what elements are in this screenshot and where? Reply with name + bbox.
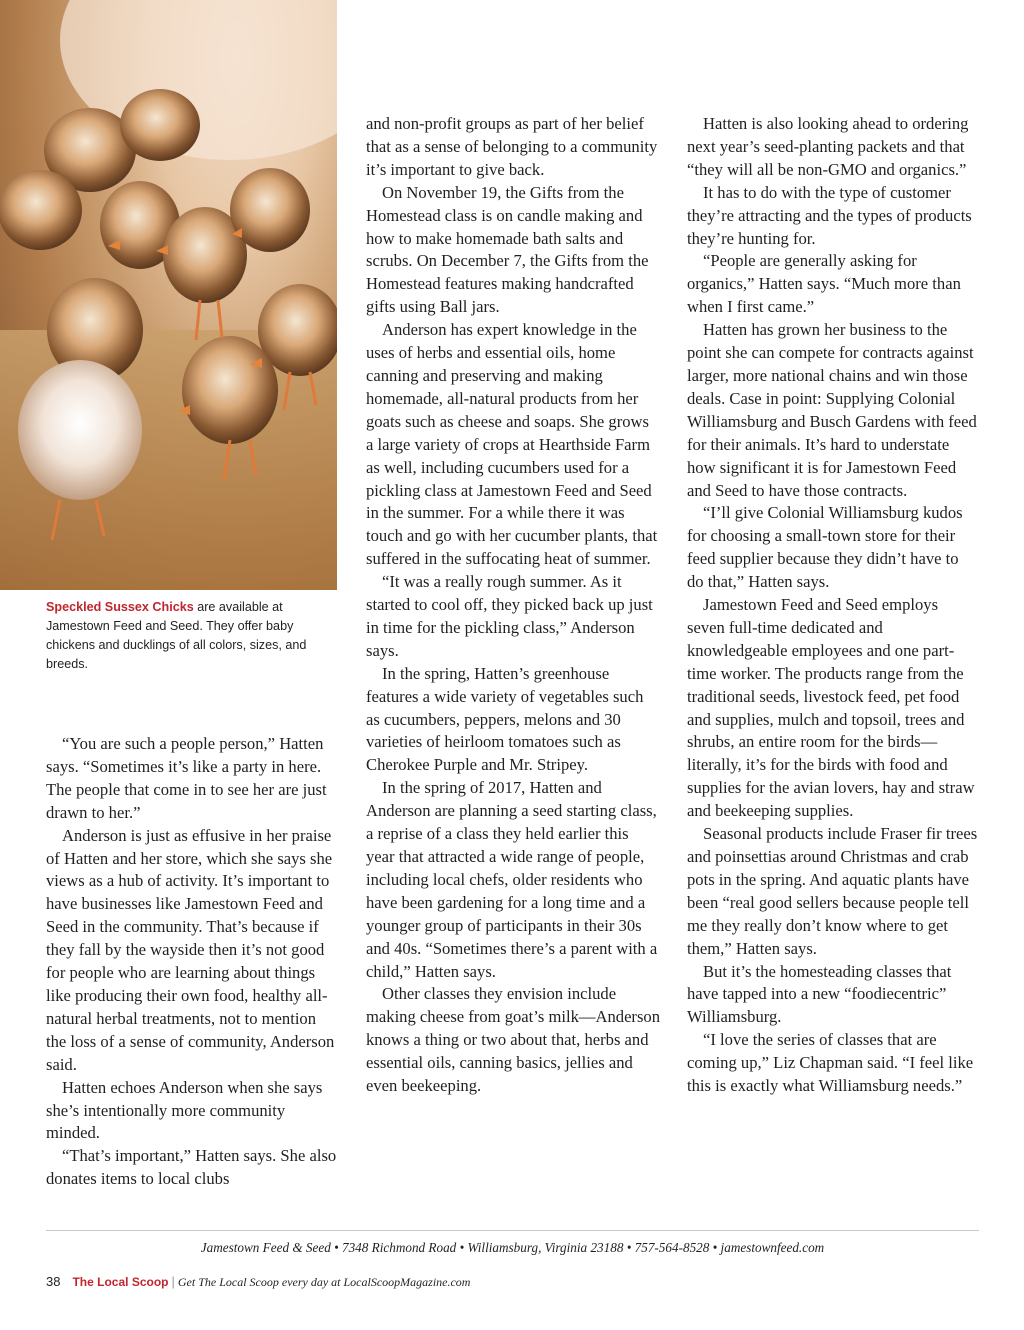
caption-lead: Speckled Sussex Chicks — [46, 600, 194, 614]
magazine-name: The Local Scoop — [72, 1275, 169, 1289]
paragraph: “I love the series of classes that are coming up,” Liz Chapman said. “I feel like this is exactly what Williamsburg needs.” — [687, 1030, 974, 1096]
paragraph: In the spring of 2017, Hatten and Anderson are planning a seed starting class, a reprise of a class they held earlier this year that attracted a wide range of people, including local chefs, older residents who have been gardening for a long time and a younger group of participants in their 30s and 40s. “Sometimes there’s a parent with a child,” Hatten says. — [366, 778, 658, 981]
business-contact-line: Jamestown Feed & Seed • 7348 Richmond Road • Williamsburg, Virginia 23188 • 757-564-8528 • jamestownfeed.com — [200, 1240, 825, 1255]
paragraph: On November 19, the Gifts from the Homestead class is on candle making and how to make homemade bath salts and scrubs. On December 7, the Gifts from the Homestead features making handcrafted gifts using Ball jars. — [366, 182, 649, 317]
article-column-1 — [46, 733, 338, 1191]
paragraph: Hatten has grown her business to the point she can compete for contracts against larger, more national chains and win those deals. Case in point: Supplying Colonial Williamsburg and Busch Gardens with feed for their animals. It’s hard to understate how significant it is for Jamestown Feed and Seed to have those contracts. — [687, 320, 977, 500]
paragraph: It has to do with the type of customer they’re attracting and the types of products they’re hunting for. — [687, 182, 972, 248]
paragraph: “That’s important,” Hatten says. She also donates items to local clubs — [46, 1146, 337, 1189]
paragraph: Hatten echoes Anderson when she says she’s intentionally more community minded. — [46, 1077, 323, 1143]
photo-caption — [46, 598, 326, 674]
folio-separator: | — [171, 1274, 175, 1289]
paragraph: Seasonal products include Fraser fir trees and poinsettias around Christmas and crab pots in the spring. And aquatic plants have been “real good sellers because people tell me they really don’t know where to get them,” Hatten says. — [687, 824, 978, 958]
paragraph: “It was a really rough summer. As it started to cool off, they picked back up just in time for the pickling class,” Anderson says. — [366, 572, 653, 660]
footer-divider — [46, 1230, 979, 1231]
magazine-tagline: Get The Local Scoop every day at LocalScoopMagazine.com — [177, 1275, 471, 1289]
caption-text: are available at Jamestown Feed and Seed. They offer baby chickens and ducklings of all colors, sizes, and breeds. — [46, 600, 307, 671]
paragraph: Anderson is just as effusive in her praise of Hatten and her store, which she says she views as a hub of activity. It’s important to have businesses like Jamestown Feed and Seed in the community. That’s because if they fall by the wayside then it’s not good for people who are learning about things like producing their own food, healthy all-natural herbal treatments, not to mention the loss of a sense of community, Anderson said. — [46, 825, 335, 1074]
paragraph: “I’ll give Colonial Williamsburg kudos for choosing a small-town store for their feed supplier because they didn’t have to do that,” Hatten says. — [687, 503, 963, 592]
paragraph: Anderson has expert knowledge in the uses of herbs and essential oils, home canning and preserving and making homemade, all-natural products from her goats such as cheese and soaps. She grows a large variety of crops at Hearthside Farm as well, including cucumbers used for a pickling class at Jamestown Feed and Seed in the summer. For a while there it was touch and go with her cucumber plants, that suffered in the suffocating heat of summer. — [366, 320, 658, 569]
paragraph: “You are such a people person,” Hatten says. “Sometimes it’s like a party in here. The people that come in to see her are just drawn to her.” — [46, 734, 327, 822]
page-folio — [46, 1274, 470, 1290]
paragraph: But it’s the homesteading classes that have tapped into a new “foodiecentric” Williamsburg. — [687, 961, 952, 1027]
page-number: 38 — [46, 1274, 61, 1289]
chicks-illustration — [0, 0, 337, 590]
chicks-photo — [0, 0, 337, 590]
paragraph: and non-profit groups as part of her belief that as a sense of belonging to a community it’s important to give back. — [366, 114, 658, 179]
paragraph: Other classes they envision include making cheese from goat’s milk—Anderson knows a thing or two about that, herbs and essential oils, canning basics, jellies and even beekeeping. — [366, 984, 661, 1096]
paragraph: “People are generally asking for organics,” Hatten says. “Much more than when I first came.” — [687, 251, 961, 317]
article-column-3 — [687, 113, 979, 1098]
paragraph: Jamestown Feed and Seed employs seven full-time dedicated and knowledgeable employees and one part-time worker. The products range from the traditional seeds, livestock feed, pet food and supplies, mulch and topsoil, trees and shrubs, an entire room for the birds—literally, it’s for the birds with food and supplies for the avian lovers, hay and straw and beekeeping supplies. — [687, 595, 975, 821]
article-column-2 — [366, 113, 660, 1098]
paragraph: Hatten is also looking ahead to ordering next year’s seed-planting packets and that “they will all be non-GMO and organics.” — [687, 114, 969, 179]
paragraph: In the spring, Hatten’s greenhouse features a wide variety of vegetables such as cucumbers, peppers, melons and 30 varieties of heirloom tomatoes such as Cherokee Purple and Mr. Stripey. — [366, 663, 644, 775]
